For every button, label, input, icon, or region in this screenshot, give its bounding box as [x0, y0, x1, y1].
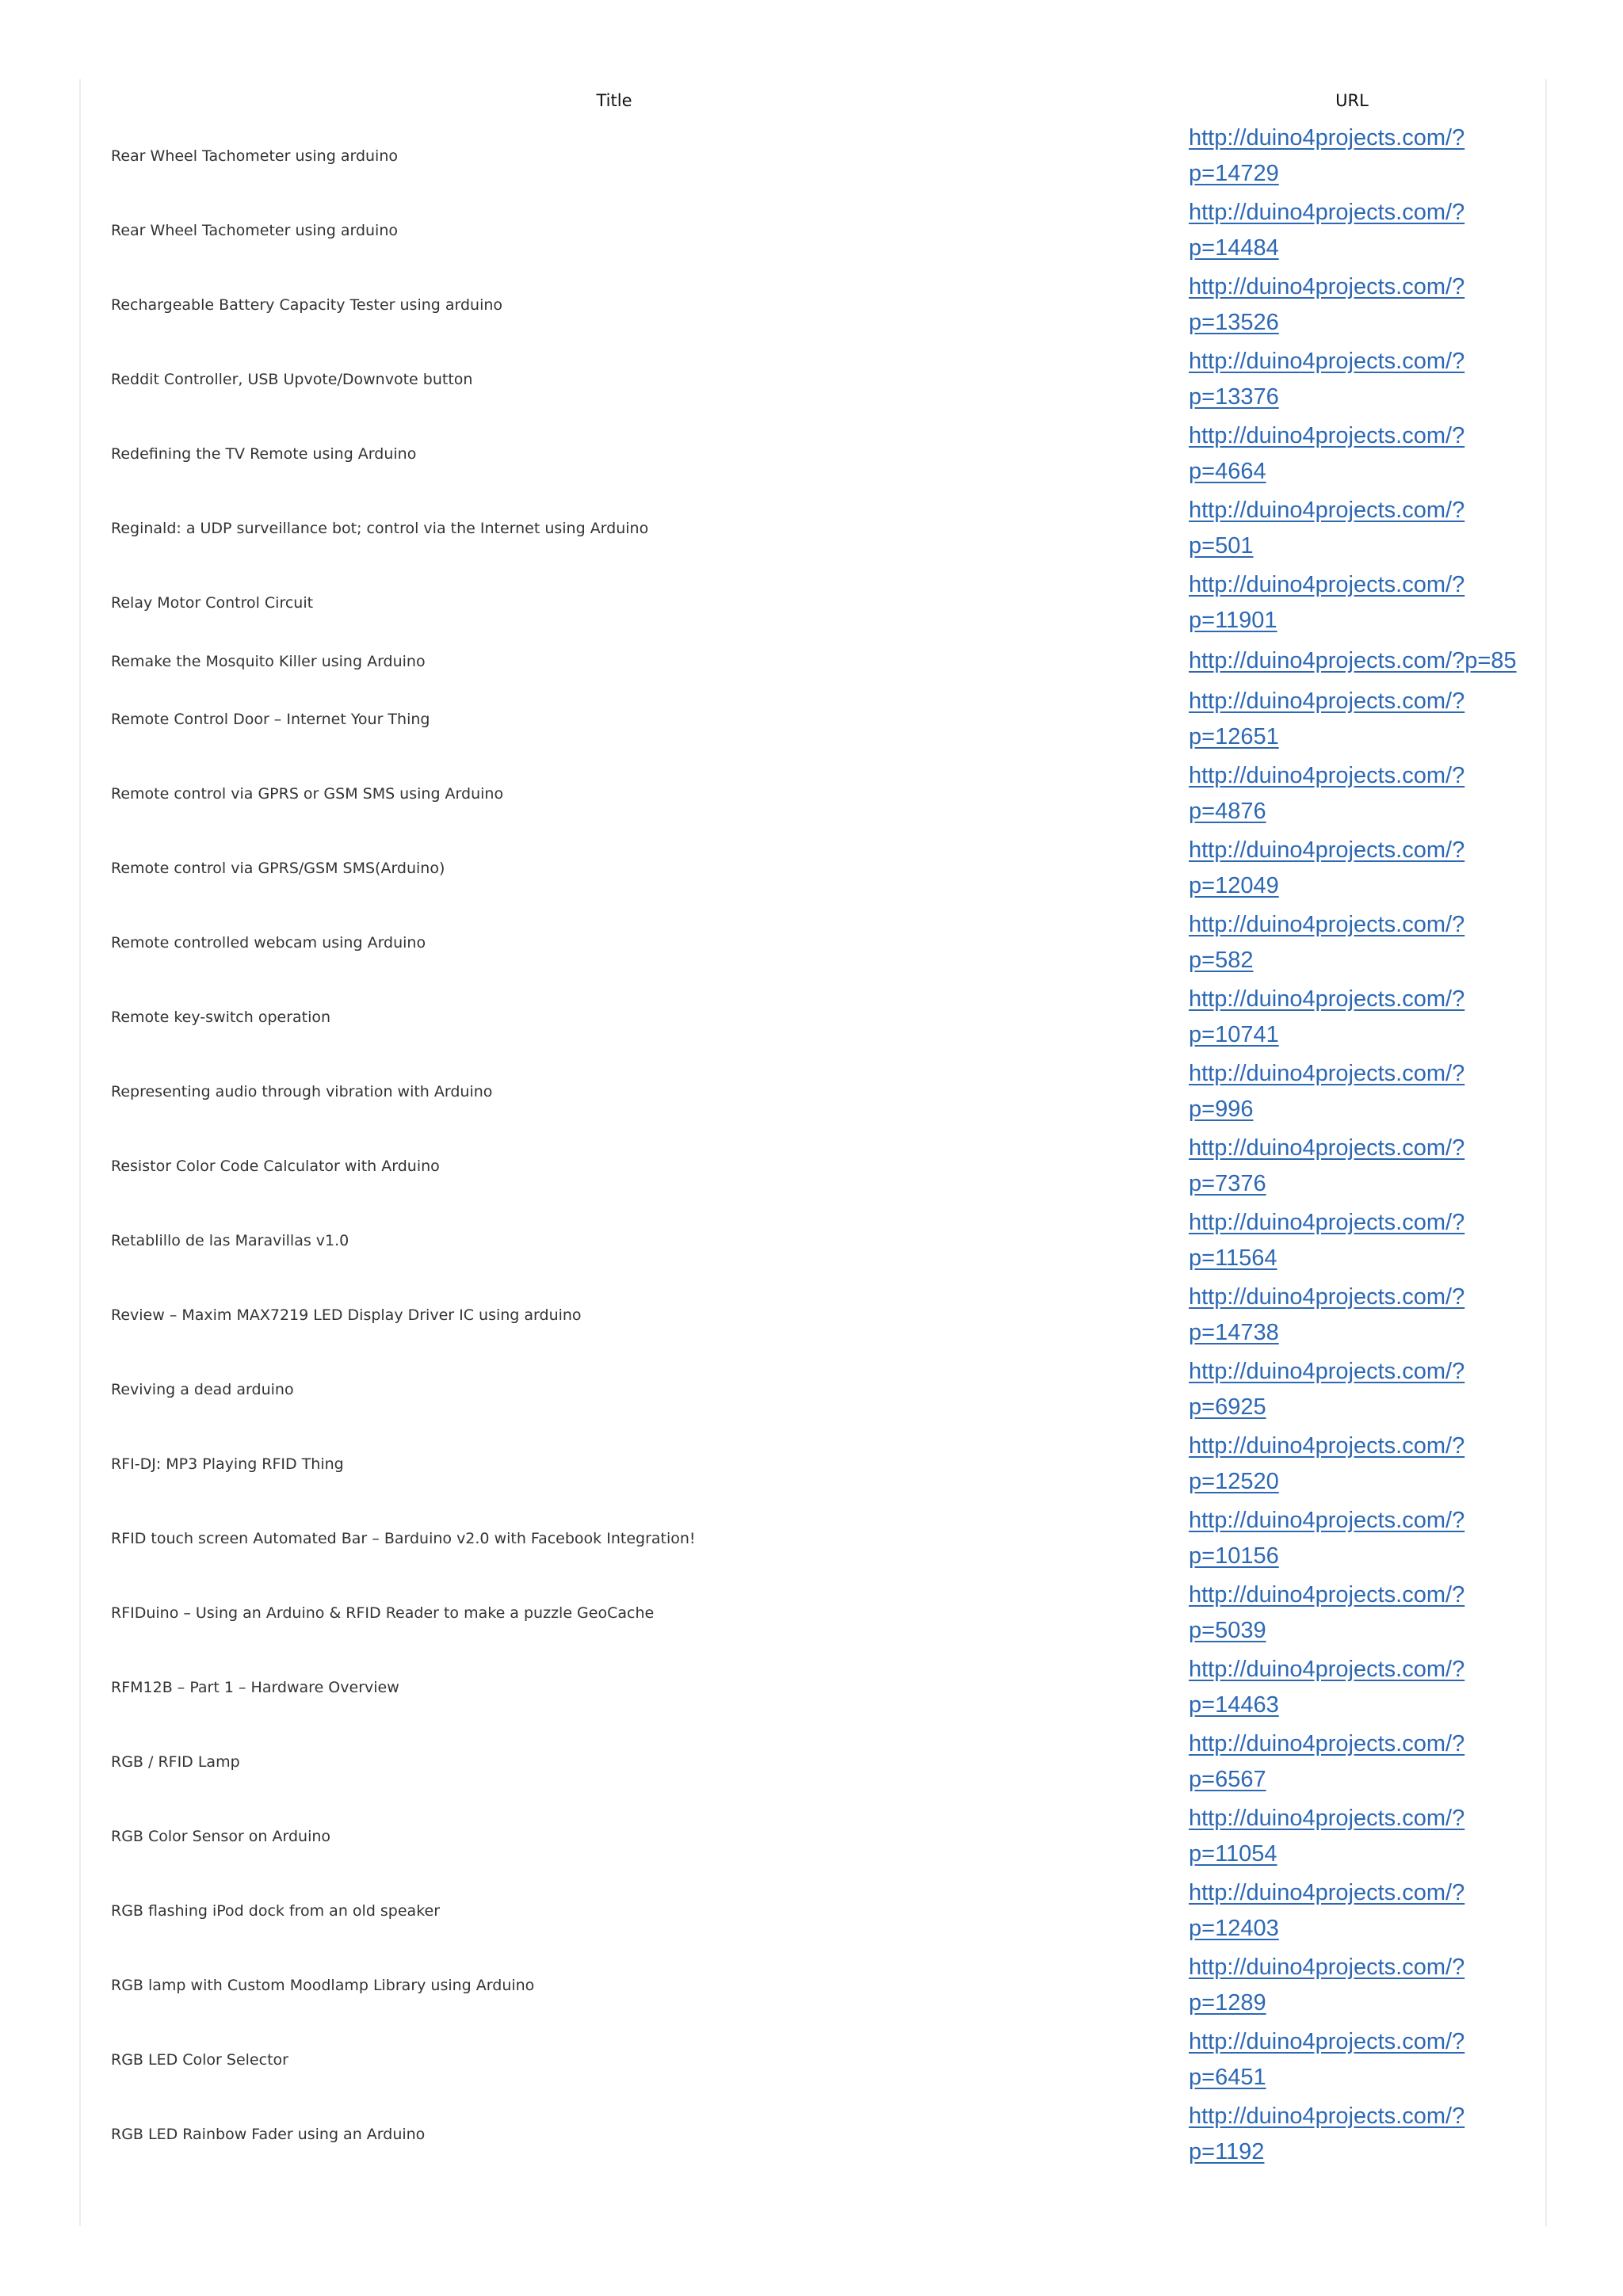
url-text-line2: p=11054	[1189, 1841, 1277, 1867]
url-text-line2: p=14729	[1189, 161, 1279, 186]
url-text-line1: http://duino4projects.com/?	[1189, 349, 1465, 374]
url-text-line2: p=1192	[1189, 2139, 1265, 2164]
table-row	[111, 1352, 1515, 1427]
url-text-line2: p=11564	[1189, 1245, 1277, 1271]
table-row	[111, 1427, 1515, 1501]
project-title: RGB LED Color Selector	[111, 2051, 288, 2069]
project-title: Rear Wheel Tachometer using arduino	[111, 147, 398, 165]
project-title: RFIDuino – Using an Arduino & RFID Reader to make a puzzle GeoCache	[111, 1604, 655, 1622]
table-row	[111, 268, 1515, 342]
url-cell	[1189, 1576, 1515, 1650]
project-title: Rear Wheel Tachometer using arduino	[111, 222, 398, 239]
table-row	[111, 640, 1515, 682]
url-column-header: URL	[1335, 91, 1369, 110]
project-title: Remake the Mosquito Killer using Arduino	[111, 652, 426, 670]
project-title: RGB LED Rainbow Fader using an Arduino	[111, 2126, 426, 2143]
url-text-line2: p=7376	[1189, 1171, 1266, 1196]
project-url-link[interactable]	[1189, 498, 1465, 559]
project-url-link[interactable]	[1189, 274, 1465, 335]
table-row	[111, 1650, 1515, 1725]
url-text-line2: p=13526	[1189, 310, 1279, 335]
table-row	[111, 2097, 1515, 2172]
url-text-line1: http://duino4projects.com/?	[1189, 688, 1465, 714]
url-cell	[1189, 831, 1515, 906]
url-text-line2: p=14463	[1189, 1692, 1279, 1718]
table-row	[111, 1278, 1515, 1352]
url-text-line1: http://duino4projects.com/?	[1189, 274, 1465, 299]
table-row	[111, 1874, 1515, 1948]
project-url-link[interactable]	[1189, 200, 1465, 261]
url-text-line2: p=582	[1189, 948, 1254, 973]
project-title: Reviving a dead arduino	[111, 1381, 294, 1398]
project-links-table	[111, 82, 1515, 2172]
project-url-link[interactable]	[1189, 986, 1465, 1047]
url-text-line2: p=6451	[1189, 2065, 1266, 2090]
url-text-line1: http://duino4projects.com/?	[1189, 1135, 1465, 1161]
url-text-line2: p=12049	[1189, 873, 1279, 898]
url-text-line2: p=10741	[1189, 1022, 1279, 1047]
url-cell	[1189, 1203, 1515, 1278]
project-title: Remote key-switch operation	[111, 1009, 331, 1026]
url-cell	[1189, 1948, 1515, 2023]
url-cell	[1189, 491, 1515, 566]
url-cell	[1189, 119, 1515, 193]
url-text-line2: p=5039	[1189, 1618, 1266, 1643]
project-url-link[interactable]	[1189, 1880, 1465, 1941]
project-url-link[interactable]	[1189, 688, 1465, 749]
project-url-link[interactable]	[1189, 837, 1465, 898]
url-text-line1: http://duino4projects.com/?	[1189, 1061, 1465, 1086]
table-row	[111, 1799, 1515, 1874]
header-row	[111, 82, 1515, 119]
url-text-line1: http://duino4projects.com/?	[1189, 1955, 1465, 1980]
url-text-line1: http://duino4projects.com/?	[1189, 2029, 1465, 2054]
table-row	[111, 1055, 1515, 1129]
url-cell	[1189, 1874, 1515, 1948]
url-text-line2: p=12651	[1189, 724, 1279, 749]
project-url-link[interactable]	[1189, 423, 1465, 484]
url-text-line1: http://duino4projects.com/?	[1189, 1880, 1465, 1905]
project-title: Review – Maxim MAX7219 LED Display Driver IC using arduino	[111, 1306, 582, 1324]
url-cell	[1189, 757, 1515, 831]
url-text-line1: http://duino4projects.com/?	[1189, 2103, 1465, 2129]
project-url-link[interactable]	[1189, 1210, 1465, 1271]
table-row	[111, 193, 1515, 268]
url-cell	[1189, 2023, 1515, 2097]
table-row	[111, 757, 1515, 831]
project-title: RGB lamp with Custom Moodlamp Library using Arduino	[111, 1977, 535, 1994]
url-cell	[1189, 193, 1515, 268]
table-row	[111, 1576, 1515, 1650]
table-row	[111, 682, 1515, 757]
table-row	[111, 1129, 1515, 1203]
table-row	[111, 119, 1515, 193]
project-title: Reddit Controller, USB Upvote/Downvote button	[111, 371, 473, 388]
project-url-link[interactable]	[1189, 1284, 1465, 1345]
url-cell	[1189, 1055, 1515, 1129]
project-title: RGB / RFID Lamp	[111, 1753, 240, 1771]
url-cell	[1189, 1501, 1515, 1576]
url-text-line2: p=501	[1189, 533, 1254, 559]
url-text-line1: http://duino4projects.com/?	[1189, 763, 1465, 788]
url-cell	[1189, 1352, 1515, 1427]
url-text-line1: http://duino4projects.com/?	[1189, 912, 1465, 937]
project-url-link[interactable]	[1189, 648, 1517, 673]
table-row	[111, 906, 1515, 980]
project-url-link[interactable]	[1189, 1582, 1465, 1643]
project-title: RGB Color Sensor on Arduino	[111, 1828, 331, 1845]
project-title: Remote control via GPRS/GSM SMS(Arduino)	[111, 860, 445, 877]
url-cell	[1189, 682, 1515, 757]
table-row	[111, 831, 1515, 906]
url-text-line1: http://duino4projects.com/?	[1189, 1508, 1465, 1533]
url-text-line2: p=1289	[1189, 1990, 1266, 2016]
project-url-link[interactable]	[1189, 912, 1465, 973]
table-row	[111, 342, 1515, 417]
project-url-link[interactable]	[1189, 1731, 1465, 1792]
url-cell	[1189, 1278, 1515, 1352]
url-text-line2: p=6925	[1189, 1394, 1266, 1420]
project-title: Remote controlled webcam using Arduino	[111, 934, 426, 952]
url-text-line1: http://duino4projects.com/?	[1189, 986, 1465, 1012]
url-text-line1: http://duino4projects.com/?	[1189, 837, 1465, 863]
url-text-line2: p=11901	[1189, 608, 1277, 633]
project-url-link[interactable]	[1189, 1657, 1465, 1718]
url-cell	[1189, 342, 1515, 417]
table-row	[111, 491, 1515, 566]
url-cell	[1189, 268, 1515, 342]
url-cell	[1189, 417, 1515, 491]
project-title: Remote control via GPRS or GSM SMS using Arduino	[111, 785, 504, 803]
table-row	[111, 2023, 1515, 2097]
project-title: RFID touch screen Automated Bar – Barduino v2.0 with Facebook Integration!	[111, 1530, 696, 1547]
project-title: RGB flashing iPod dock from an old speaker	[111, 1902, 441, 1920]
url-text-line1: http://duino4projects.com/?	[1189, 1731, 1465, 1756]
url-text-line2: p=12403	[1189, 1916, 1279, 1941]
url-text-line2: p=4664	[1189, 459, 1266, 484]
project-url-link[interactable]	[1189, 1135, 1465, 1196]
url-text-line1: http://duino4projects.com/?	[1189, 200, 1465, 225]
project-title: Redefining the TV Remote using Arduino	[111, 445, 417, 463]
project-url-link[interactable]	[1189, 1061, 1465, 1122]
url-text-line2: p=996	[1189, 1097, 1254, 1122]
url-text-line2: p=4876	[1189, 799, 1266, 824]
url-text-line1: http://duino4projects.com/?	[1189, 1433, 1465, 1459]
url-cell	[1189, 906, 1515, 980]
project-url-link[interactable]	[1189, 1433, 1465, 1494]
table-row	[111, 1948, 1515, 2023]
url-cell	[1189, 1725, 1515, 1799]
project-title: Resistor Color Code Calculator with Arduino	[111, 1158, 440, 1175]
url-text-line1: http://duino4projects.com/?	[1189, 1284, 1465, 1310]
url-text-line1: http://duino4projects.com/?	[1189, 1582, 1465, 1608]
project-title: Rechargeable Battery Capacity Tester using arduino	[111, 296, 503, 314]
project-title: Retablillo de las Maravillas v1.0	[111, 1232, 349, 1249]
url-cell	[1189, 2097, 1515, 2172]
project-title: Relay Motor Control Circuit	[111, 594, 314, 612]
project-title: Remote Control Door – Internet Your Thing	[111, 711, 430, 728]
project-url-link[interactable]	[1189, 125, 1465, 186]
project-title: Reginald: a UDP surveillance bot; control via the Internet using Arduino	[111, 520, 649, 537]
project-url-link[interactable]	[1189, 1359, 1465, 1420]
table-row	[111, 417, 1515, 491]
url-text-line2: p=14738	[1189, 1320, 1279, 1345]
table-row	[111, 1203, 1515, 1278]
table-row	[111, 1501, 1515, 1576]
url-cell	[1189, 1799, 1515, 1874]
project-url-link[interactable]	[1189, 1508, 1465, 1569]
url-text-line2: p=12520	[1189, 1469, 1279, 1494]
table-row	[111, 980, 1515, 1055]
project-url-link[interactable]	[1189, 1806, 1465, 1867]
url-text-line1: http://duino4projects.com/?	[1189, 498, 1465, 523]
table-row	[111, 1725, 1515, 1799]
url-text-line1: http://duino4projects.com/?p=85	[1189, 648, 1517, 673]
url-cell	[1189, 1650, 1515, 1725]
url-text-line1: http://duino4projects.com/?	[1189, 1210, 1465, 1235]
url-text-line2: p=10156	[1189, 1543, 1279, 1569]
project-title: RFM12B – Part 1 – Hardware Overview	[111, 1679, 399, 1696]
project-url-link[interactable]	[1189, 763, 1465, 824]
project-url-link[interactable]	[1189, 572, 1465, 633]
url-text-line1: http://duino4projects.com/?	[1189, 1359, 1465, 1384]
project-url-link[interactable]	[1189, 1955, 1465, 2016]
url-text-line2: p=14484	[1189, 235, 1279, 261]
url-cell	[1189, 640, 1515, 682]
url-text-line1: http://duino4projects.com/?	[1189, 572, 1465, 597]
project-title: RFI-DJ: MP3 Playing RFID Thing	[111, 1455, 344, 1473]
url-text-line1: http://duino4projects.com/?	[1189, 1806, 1465, 1831]
url-cell	[1189, 1129, 1515, 1203]
url-text-line2: p=6567	[1189, 1767, 1266, 1792]
project-url-link[interactable]	[1189, 2029, 1465, 2090]
url-text-line2: p=13376	[1189, 384, 1279, 410]
url-cell	[1189, 980, 1515, 1055]
url-text-line1: http://duino4projects.com/?	[1189, 423, 1465, 448]
project-url-link[interactable]	[1189, 2103, 1465, 2164]
url-cell	[1189, 566, 1515, 640]
url-text-line1: http://duino4projects.com/?	[1189, 125, 1465, 151]
title-column-header: Title	[596, 91, 632, 110]
table-row	[111, 566, 1515, 640]
project-title: Representing audio through vibration with Arduino	[111, 1083, 493, 1100]
url-text-line1: http://duino4projects.com/?	[1189, 1657, 1465, 1682]
url-cell	[1189, 1427, 1515, 1501]
project-url-link[interactable]	[1189, 349, 1465, 410]
